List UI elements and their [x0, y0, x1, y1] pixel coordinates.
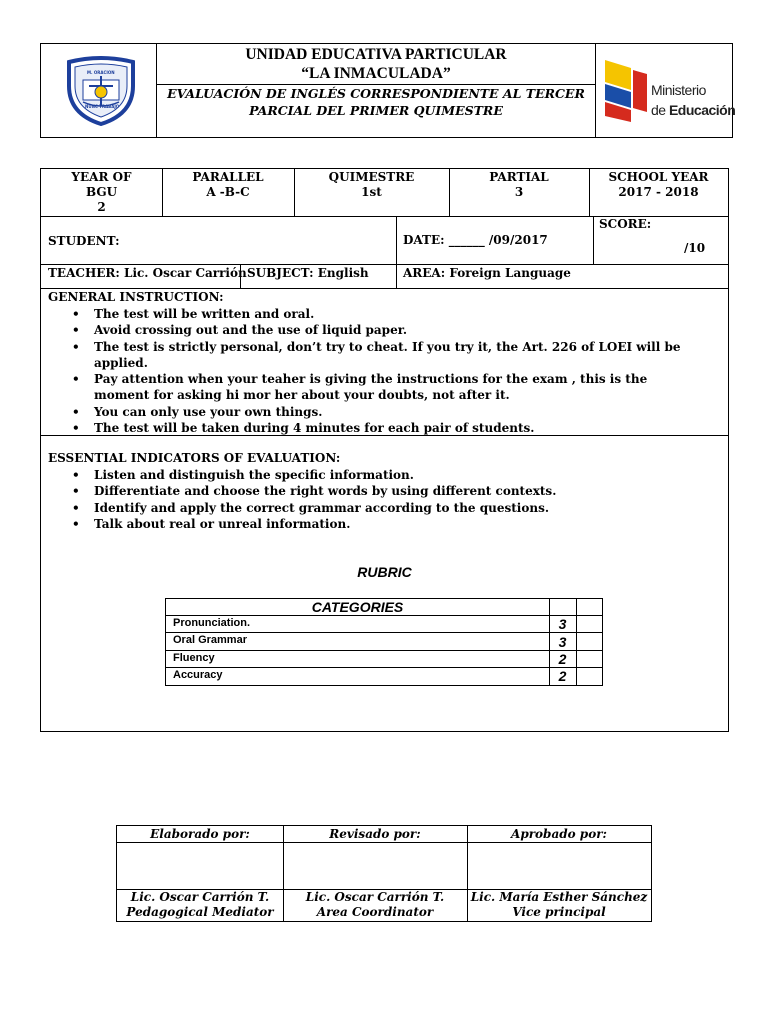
exam-subtitle-line1: EVALUACIÓN DE INGLÉS CORRESPONDIENTE AL TERCER: [167, 86, 585, 101]
list-item: • The test will be written and oral.: [48, 306, 723, 322]
parallel-value: A -B-C: [206, 185, 250, 199]
col-divider: [593, 216, 594, 264]
ministry-name-line1: Ministerio: [651, 82, 706, 98]
logo-motto-bottom: NUNC TRABAJO: [85, 104, 120, 109]
partial-cell: [449, 170, 589, 200]
ministry-logo-cell: [596, 44, 736, 137]
exam-subtitle-line2: PARCIAL DEL PRIMER QUIMESTRE: [249, 103, 503, 118]
quimestre-cell: [294, 170, 449, 200]
categories-header: CATEGORIES: [311, 599, 404, 615]
list-item: • Identify and apply the correct grammar according to the questions.: [48, 500, 723, 516]
row-divider: [41, 288, 728, 289]
parallel-cell: [162, 170, 294, 200]
subject-cell: SUBJECT: English: [247, 266, 369, 280]
essential-indicators-heading: ESSENTIAL INDICATORS OF EVALUATION:: [48, 451, 341, 465]
rubric-score: 3: [558, 634, 567, 650]
year-of-cell: [41, 170, 162, 215]
list-item: • The test will be taken during 4 minutes for each pair of students.: [48, 420, 723, 436]
list-item: • Listen and distinguish the specific information.: [48, 467, 723, 483]
elaborated-by-signer: [117, 890, 283, 920]
student-label: STUDENT:: [48, 234, 120, 248]
parallel-label: PARALLEL: [192, 170, 264, 184]
list-item: • Pay attention when your teaher is giving the instructions for the exam , this is the moment for asking hi mor her about your doubts, not after it.: [48, 371, 723, 404]
approved-by-header: Aprobado por:: [511, 827, 607, 841]
ministry-educacion: Educación: [668, 102, 736, 118]
general-instruction-heading: GENERAL INSTRUCTION:: [48, 290, 224, 304]
school-year-cell: [589, 170, 728, 200]
list-item: • Differentiate and choose the right words by using different contexts.: [48, 483, 723, 499]
list-item: • You can only use your own things.: [48, 404, 723, 420]
header-divider: [157, 84, 595, 85]
school-year-label: SCHOOL YEAR: [608, 170, 709, 184]
quimestre-value: 1st: [361, 185, 382, 199]
signature-table: [116, 825, 652, 922]
school-name: UNIDAD EDUCATIVA PARTICULAR: [245, 46, 507, 63]
school-crest-icon: [61, 56, 141, 126]
reviewed-by-signer: [283, 890, 467, 920]
reviewed-by-header: Revisado por:: [329, 827, 421, 841]
row-divider: [41, 264, 728, 265]
rubric-category: Fluency: [173, 652, 215, 664]
col-divider: [576, 599, 577, 685]
row-divider: [117, 842, 651, 843]
approved-by-signer: [467, 890, 651, 920]
year-value: 2: [97, 200, 106, 214]
general-instruction-list: [48, 306, 723, 436]
year-level: BGU: [85, 185, 118, 199]
partial-value: 3: [514, 185, 524, 199]
area-cell: AREA: Foreign Language: [403, 266, 571, 280]
essential-indicators-list: [48, 467, 723, 532]
teacher-cell: TEACHER: Lic. Oscar Carrión: [48, 266, 247, 280]
signer-role: Pedagogical Mediator: [126, 905, 274, 919]
rubric-category: Oral Grammar: [173, 634, 247, 646]
signer-name: Lic. Oscar Carrión T.: [305, 890, 445, 904]
ministry-flag-icon: [605, 60, 647, 124]
signer-name: Lic. María Esther Sánchez: [470, 890, 648, 904]
rubric-score: 3: [558, 616, 567, 632]
school-logo-cell: [41, 44, 157, 137]
list-item: • Talk about real or unreal information.: [48, 516, 723, 532]
score-value: /10: [684, 241, 706, 255]
year-label: YEAR OF: [71, 170, 132, 184]
partial-label: PARTIAL: [489, 170, 549, 184]
ministry-de: de: [651, 102, 669, 118]
signer-name: Lic. Oscar Carrión T.: [130, 890, 270, 904]
logo-motto-top: M. ORACION: [87, 70, 115, 75]
school-year-value: 2017 - 2018: [618, 185, 699, 199]
header-title-cell: [157, 44, 596, 137]
score-label: SCORE:: [599, 217, 652, 231]
rubric-score: 2: [558, 668, 567, 684]
rubric-table: [165, 598, 603, 686]
list-item: • Avoid crossing out and the use of liquid paper.: [48, 322, 723, 338]
rubric-category: Pronunciation.: [173, 617, 250, 629]
signer-role: Vice principal: [512, 905, 606, 919]
elaborated-by-header: Elaborado por:: [150, 827, 250, 841]
signer-role: Area Coordinator: [316, 905, 434, 919]
quimestre-label: QUIMESTRE: [328, 170, 415, 184]
rubric-score: 2: [558, 651, 567, 667]
rubric-category: Accuracy: [173, 669, 223, 681]
rubric-title: RUBRIC: [357, 564, 412, 580]
ministry-name-line2: [651, 102, 735, 118]
col-divider: [396, 216, 397, 264]
school-name-quoted: “LA INMACULADA”: [301, 65, 451, 82]
document-header: [40, 43, 736, 138]
col-divider: [396, 264, 397, 288]
date-label: DATE: ______ /09/2017: [403, 233, 548, 247]
list-item: • The test is strictly personal, don’t try to cheat. If you try it, the Art. 226 of LOEI will be applied.: [48, 339, 723, 372]
